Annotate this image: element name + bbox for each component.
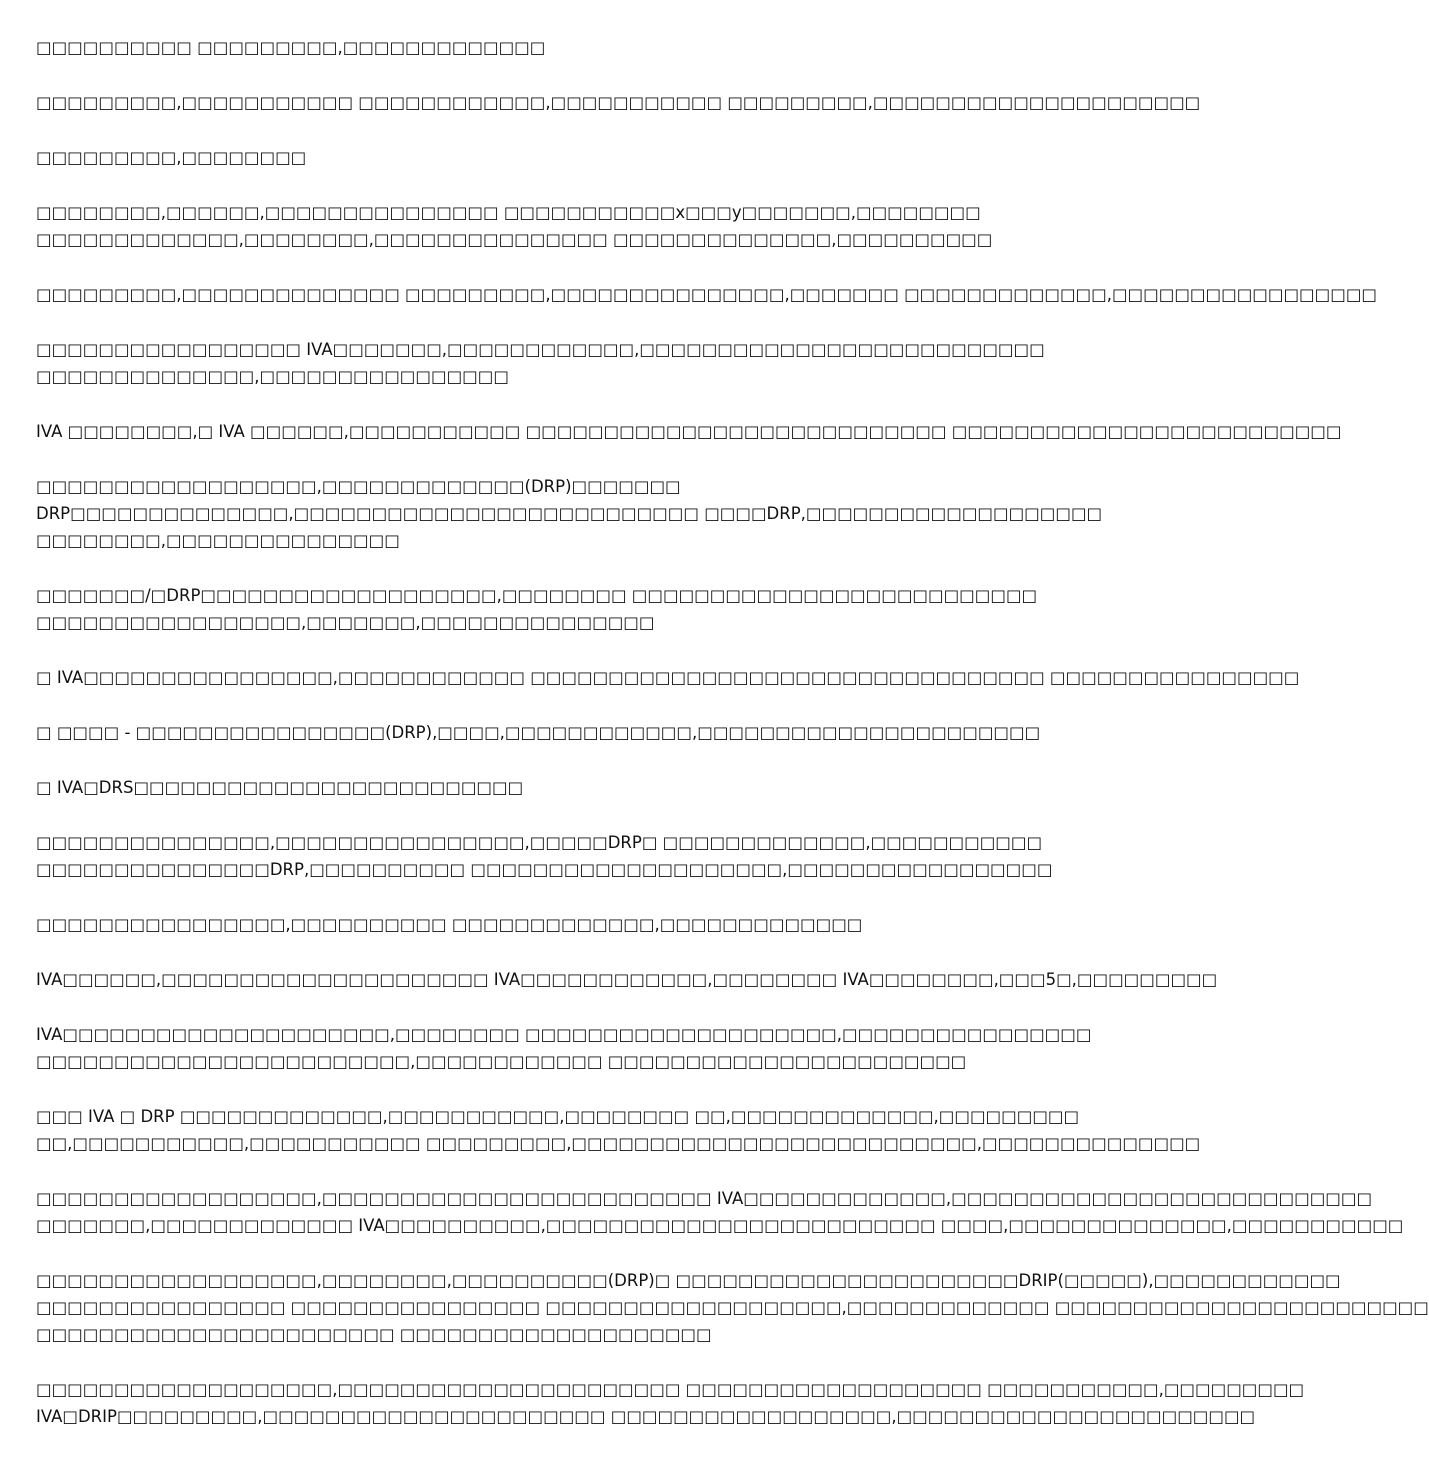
paragraph <box>36 582 1038 636</box>
paragraph-line: □□□□□□□,□□□□□□□□□□□□□ IVA□□□□□□□□□□,□□□□□□□□□□□□□□□□□□□□□□□□□ □□□□,□□□□□□□□□□□□□□,□□□□□□□□□□□ <box>36 1216 1404 1235</box>
paragraph-line: □□□□□□□□□,□□□□□□□□□□□ □□□□□□□□□□□□,□□□□□□□□□□□ □□□□□□□□□,□□□□□□□□□□□□□□□□□□□□□ <box>36 93 1201 112</box>
paragraph-line: IVA□□□□□□□□□□□□□□□□□□□□□,□□□□□□□□ □□□□□□□□□□□□□□□□□□□□,□□□□□□□□□□□□□□□□ <box>36 1025 1092 1044</box>
paragraph <box>36 829 1053 883</box>
paragraph <box>36 1021 1092 1075</box>
paragraph <box>36 199 996 253</box>
paragraph <box>36 89 1201 116</box>
paragraph-line: □□□□□□□□□□□□□□□□□□,□□□□□□□□□□□□□□□□□□□□□□□□□ IVA□□□□□□□□□□□□□,□□□□□□□□□□□□□□□□□□□□□□□□□□□ <box>36 1189 1373 1208</box>
paragraph-line: □ IVA□□□□□□□□□□□□□□□□,□□□□□□□□□□□□ □□□□□□□□□□□□□□□□□□□□□□□□□□□□□□□□□ □□□□□□□□□□□□□□□□ <box>36 668 1300 687</box>
document-body <box>36 34 1429 1458</box>
paragraph <box>36 719 1041 746</box>
paragraph <box>36 281 1377 308</box>
paragraph-line: □□□□□□□□□,□□□□□□□□□□□□□□ □□□□□□□□□,□□□□□□□□□□□□□□□,□□□□□□□ □□□□□□□□□□□□□,□□□□□□□□□□□□□□□□□ <box>36 285 1377 304</box>
paragraph <box>36 1185 1404 1239</box>
paragraph-line: □□□□□□□□□□□□□□□,□□□□□□□□□□□□□□□□,□□□□□DRP□ □□□□□□□□□□□□□,□□□□□□□□□□□ <box>36 833 1043 852</box>
paragraph <box>36 336 1045 390</box>
paragraph <box>36 1376 1305 1430</box>
paragraph-line: □□□□□□□□□□□□□,□□□□□□□□,□□□□□□□□□□□□□□□ □□□□□□□□□□□□□□,□□□□□□□□□□ <box>36 230 993 249</box>
paragraph <box>36 418 1342 445</box>
paragraph-line: □ □□□□ - □□□□□□□□□□□□□□□□(DRP),□□□□,□□□□□□□□□□□□,□□□□□□□□□□□□□□□□□□□□□□ <box>36 723 1041 742</box>
paragraph-line: □□,□□□□□□□□□□□,□□□□□□□□□□□ □□□□□□□□□,□□□□□□□□□□□□□□□□□□□□□□□□□□,□□□□□□□□□□□□□□ <box>36 1134 1201 1153</box>
paragraph <box>36 966 1218 993</box>
paragraph-line: □□□□□□□□□□□□□□,□□□□□□□□□□□□□□□□ <box>36 367 509 386</box>
paragraph <box>36 1267 1429 1348</box>
paragraph-line: □□□□□□□□□□□□□□□□□,□□□□□□□,□□□□□□□□□□□□□□□ <box>36 613 655 632</box>
paragraph-line: □ IVA□DRS□□□□□□□□□□□□□□□□□□□□□□□□□ <box>36 778 524 797</box>
paragraph-line: □□□ IVA □ DRP □□□□□□□□□□□□□,□□□□□□□□□□□,□□□□□□□□ □□,□□□□□□□□□□□□□,□□□□□□□□□ <box>36 1107 1080 1126</box>
paragraph-line: □□□□□□□□□□□□□□□□□□,□□□□□□□□□□□□□(DRP)□□□□□□□ <box>36 477 681 496</box>
paragraph <box>36 144 996 171</box>
paragraph <box>36 1103 1201 1157</box>
paragraph-line: □□□□□□□□□□□□□□□□□□,□□□□□□□□,□□□□□□□□□□(DRP)□ □□□□□□□□□□□□□□□□□□□□□□DRIP(□□□□□),□□□□□□□□□□□□ <box>36 1271 1341 1290</box>
paragraph-line: □□□□□□□□,□□□□□□□□□□□□□□□ <box>36 531 400 550</box>
paragraph <box>36 34 996 61</box>
paragraph-line: DRP□□□□□□□□□□□□□□,□□□□□□□□□□□□□□□□□□□□□□□□□□ □□□□DRP,□□□□□□□□□□□□□□□□□□□ <box>36 504 1103 523</box>
paragraph-line: □□□□□□□□,□□□□□□,□□□□□□□□□□□□□□□ □□□□□□□□□□□x□□□y□□□□□□□,□□□□□□□□ <box>36 203 981 222</box>
paragraph-line: □□□□□□□□□□□□□□□□□□□□□□□ □□□□□□□□□□□□□□□□□□□□ <box>36 1325 712 1344</box>
paragraph-line: IVA□□□□□□,□□□□□□□□□□□□□□□□□□□□□ IVA□□□□□□□□□□□□,□□□□□□□□ IVA□□□□□□□□,□□□5□,□□□□□□□□□ <box>36 970 1218 989</box>
paragraph-line: □□□□□□□□□□□□□□□□,□□□□□□□□□□ □□□□□□□□□□□□□,□□□□□□□□□□□□□ <box>36 915 863 934</box>
paragraph-line: □□□□□□□/□DRP□□□□□□□□□□□□□□□□□□□,□□□□□□□□ □□□□□□□□□□□□□□□□□□□□□□□□□□ <box>36 586 1038 605</box>
paragraph-line: IVA□DRIP□□□□□□□□□,□□□□□□□□□□□□□□□□□□□□□□ □□□□□□□□□□□□□□□□□□,□□□□□□□□□□□□□□□□□□□□□□□ <box>36 1407 1256 1426</box>
paragraph <box>36 911 996 938</box>
paragraph-line: □□□□□□□□□□□□□□□□ □□□□□□□□□□□□□□□□ □□□□□□□□□□□□□□□□□□□,□□□□□□□□□□□□□ □□□□□□□□□□□□□□□□□□□□□□□□ <box>36 1298 1429 1317</box>
paragraph-line: □□□□□□□□□□□□□□□□□□□□□□□□,□□□□□□□□□□□□ □□□□□□□□□□□□□□□□□□□□□□□ <box>36 1052 967 1071</box>
paragraph-line: □□□□□□□□□□ □□□□□□□□□,□□□□□□□□□□□□□ <box>36 38 546 57</box>
paragraph <box>36 774 996 801</box>
paragraph-line: □□□□□□□□□□□□□□□DRP,□□□□□□□□□□ □□□□□□□□□□□□□□□□□□□□,□□□□□□□□□□□□□□□□□ <box>36 860 1053 879</box>
paragraph <box>36 664 1300 691</box>
paragraph-line: □□□□□□□□□□□□□□□□□ IVA□□□□□□□,□□□□□□□□□□□□,□□□□□□□□□□□□□□□□□□□□□□□□□□ <box>36 340 1045 359</box>
paragraph-line: □□□□□□□□□,□□□□□□□□ <box>36 148 307 167</box>
paragraph-line: □□□□□□□□□□□□□□□□□□□,□□□□□□□□□□□□□□□□□□□□□□ □□□□□□□□□□□□□□□□□□□ □□□□□□□□□□□,□□□□□□□□□ <box>36 1380 1305 1399</box>
paragraph-line: IVA □□□□□□□□,□ IVA □□□□□□,□□□□□□□□□□□ □□□□□□□□□□□□□□□□□□□□□□□□□□□ □□□□□□□□□□□□□□□□□□□□□□□□□ <box>36 422 1342 441</box>
paragraph <box>36 473 1103 554</box>
